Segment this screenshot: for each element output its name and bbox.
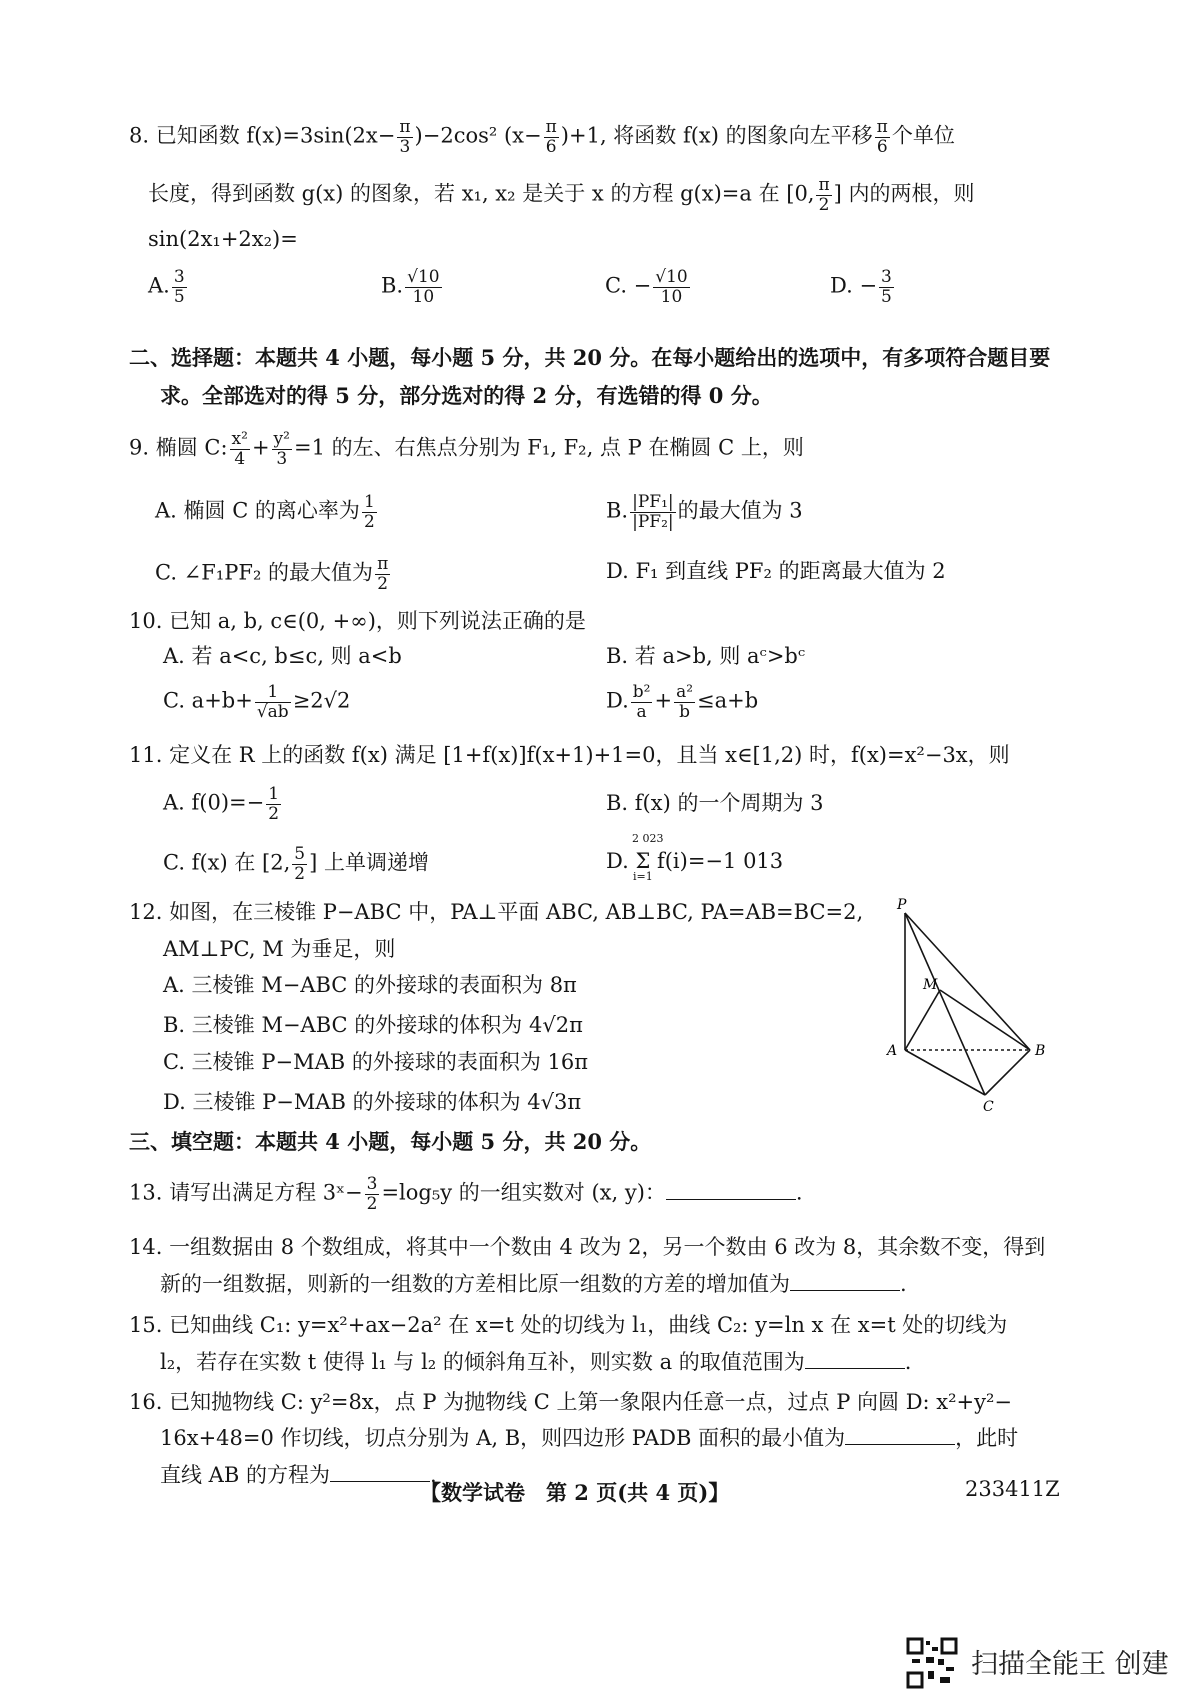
q12-stem: 12. 如图，在三棱锥 P−ABC 中，PA⊥平面 ABC, AB⊥BC, PA=AB=BC=2, [129, 900, 864, 924]
q15-line1: 15. 已知曲线 C₁: y=x²+ax−2a² 在 x=t 处的切线为 l₁，曲线 C₂: y=ln x 在 x=t 处的切线为 [129, 1313, 1008, 1337]
q9-option-c: C. ∠F₁PF₂ 的最大值为 $\frac{\pi}{2}$ [155, 554, 389, 594]
q11-option-a: A. f(0)=− $\frac{1}{2}$ [163, 784, 280, 824]
edge-PC [905, 913, 985, 1095]
q11-option-b: B. f(x) 的一个周期为 3 [606, 791, 824, 815]
q14-line2: 新的一组数据，则新的一组数的方差相比原一组数的方差的增加值为 . [160, 1272, 907, 1296]
q10-stem: 10. 已知 a, b, c∈(0, +∞)，则下列说法正确的是 [129, 609, 586, 633]
answer-blank[interactable] [805, 1350, 905, 1369]
frac-pi-6b: $\frac{\pi}{6}$ [876, 117, 888, 157]
q10-option-a: A. 若 a<c, b≤c, 则 a<b [163, 644, 402, 668]
q8-option-d: D. − $\frac{3}{5}$ [830, 267, 892, 307]
label-C: C [983, 1099, 994, 1115]
frac-pi-2: $\frac{\pi}{2}$ [818, 175, 830, 215]
answer-blank[interactable] [330, 1463, 430, 1482]
q12-option-b: B. 三棱锥 M−ABC 的外接球的体积为 4√2π [163, 1013, 583, 1037]
section3-heading: 三、填空题：本题共 4 小题，每小题 5 分，共 20 分。 [129, 1129, 652, 1154]
q14-line1: 14. 一组数据由 8 个数组成，将其中一个数由 4 改为 2，另一个数由 6 改为 8，其余数不变，得到 [129, 1235, 1046, 1259]
q8-option-b: B. $\frac{√10}{10}$ [381, 267, 440, 307]
frac-pi-6: $\frac{\pi}{6}$ [545, 117, 557, 157]
section2-heading: 二、选择题：本题共 4 小题，每小题 5 分，共 20 分。在每小题给出的选项中，有多项符合题目要 [129, 345, 1051, 370]
q16-line1: 16. 已知抛物线 C: y²=8x，点 P 为抛物线 C 上第一象限内任意一点，过点 P 向圆 D: x²+y²− [129, 1390, 1013, 1414]
q10-option-b: B. 若 a>b, 则 aᶜ>bᶜ [606, 644, 806, 668]
paper-code: 233411Z [965, 1477, 1060, 1501]
scanner-watermark: 扫描全能王 创建 [971, 1649, 1169, 1680]
q12-option-d: D. 三棱锥 P−MAB 的外接球的体积为 4√3π [163, 1090, 582, 1114]
q8-option-c: C. − $\frac{√10}{10}$ [605, 267, 688, 307]
answer-blank[interactable] [790, 1272, 900, 1291]
q9-option-a: A. 椭圆 C 的离心率为 $\frac{1}{2}$ [155, 492, 375, 532]
edge-AC [905, 1050, 985, 1095]
label-B: B [1035, 1043, 1046, 1059]
label-P: P [897, 897, 907, 913]
q12-option-c: C. 三棱锥 P−MAB 的外接球的表面积为 16π [163, 1050, 589, 1074]
q15-line2: l₂，若存在实数 t 使得 l₁ 与 l₂ 的倾斜角互补，则实数 a 的取值范围为 . [160, 1350, 912, 1374]
q10-option-c: C. a+b+ $\frac{1}{√ab}$ ≥2√2 [163, 682, 351, 722]
q13-line: 13. 请写出满足方程 3ˣ− $\frac{3}{2}$ =log₅y 的一组实数对 (x, y)： . [129, 1174, 803, 1214]
q8-line2: 长度，得到函数 g(x) 的图象，若 x₁, x₂ 是关于 x 的方程 g(x)=a 在 [0, $\frac{\pi}{2}$ ] 内的两根，则 [148, 175, 975, 215]
q12-stem-cont: AM⊥PC, M 为垂足，则 [163, 937, 396, 961]
label-M: M [923, 977, 938, 993]
q11-option-d: D. Σ f(i)=−1 013 2 023 i=1 [606, 832, 784, 883]
q16-line3: 直线 AB 的方程为 . [160, 1463, 437, 1487]
q8-option-a: A. $\frac{3}{5}$ [148, 267, 185, 307]
edge-BC [985, 1050, 1030, 1095]
answer-blank[interactable] [845, 1426, 955, 1445]
q10-option-d: D. $\frac{\text{b²}}{a}$ + $\frac{\text{a²}}{b}$ ≤a+b [606, 682, 759, 722]
frac-pi-3: $\frac{\pi}{3}$ [399, 117, 411, 157]
section2-heading-cont: 求。全部选对的得 5 分，部分选对的得 2 分，有选错的得 0 分。 [160, 383, 773, 408]
q11-option-c: C. f(x) 在 [2, $\frac{5}{2}$ ] 上单调递增 [163, 844, 429, 884]
qr-code-icon [906, 1637, 958, 1689]
q12-option-a: A. 三棱锥 M−ABC 的外接球的表面积为 8π [163, 973, 577, 997]
segment-MB [940, 990, 1030, 1050]
q8-line1: 8. 已知函数 f(x)=3sin(2x− $\frac{\pi}{3}$ )−2cos² (x− $\frac{\pi}{6}$ )+1, 将函数 f(x) 的图象向左平移 $\frac{\pi}{6}$ 个单位 [129, 117, 955, 157]
answer-blank[interactable] [666, 1181, 796, 1200]
q8-line3: sin(2x₁+2x₂)= [148, 227, 298, 251]
q9-option-d: D. F₁ 到直线 PF₂ 的距离最大值为 2 [606, 559, 946, 583]
q11-stem: 11. 定义在 R 上的函数 f(x) 满足 [1+f(x)]f(x+1)+1=0，且当 x∈[1,2) 时，f(x)=x²−3x，则 [129, 743, 1010, 767]
tetrahedron-figure [885, 895, 1065, 1115]
page-footer: 【数学试卷 第 2 页(共 4 页)】 [420, 1480, 730, 1505]
q9-option-b: B. $\frac{\text{|PF₁|}}{\text{|PF₂|}}$ 的最大值为 3 [606, 492, 803, 532]
q9-stem: 9. 椭圆 C: $\frac{\text{x²}}{4}$ + $\frac{\text{y²}}{3}$ =1 的左、右焦点分别为 F₁, F₂, 点 P 在椭圆 C 上，则 [129, 429, 804, 469]
segment-AM [905, 990, 940, 1050]
q16-line2: 16x+48=0 作切线，切点分别为 A, B，则四边形 PADB 面积的最小值为 ，此时 [160, 1426, 1019, 1450]
label-A: A [887, 1043, 898, 1059]
